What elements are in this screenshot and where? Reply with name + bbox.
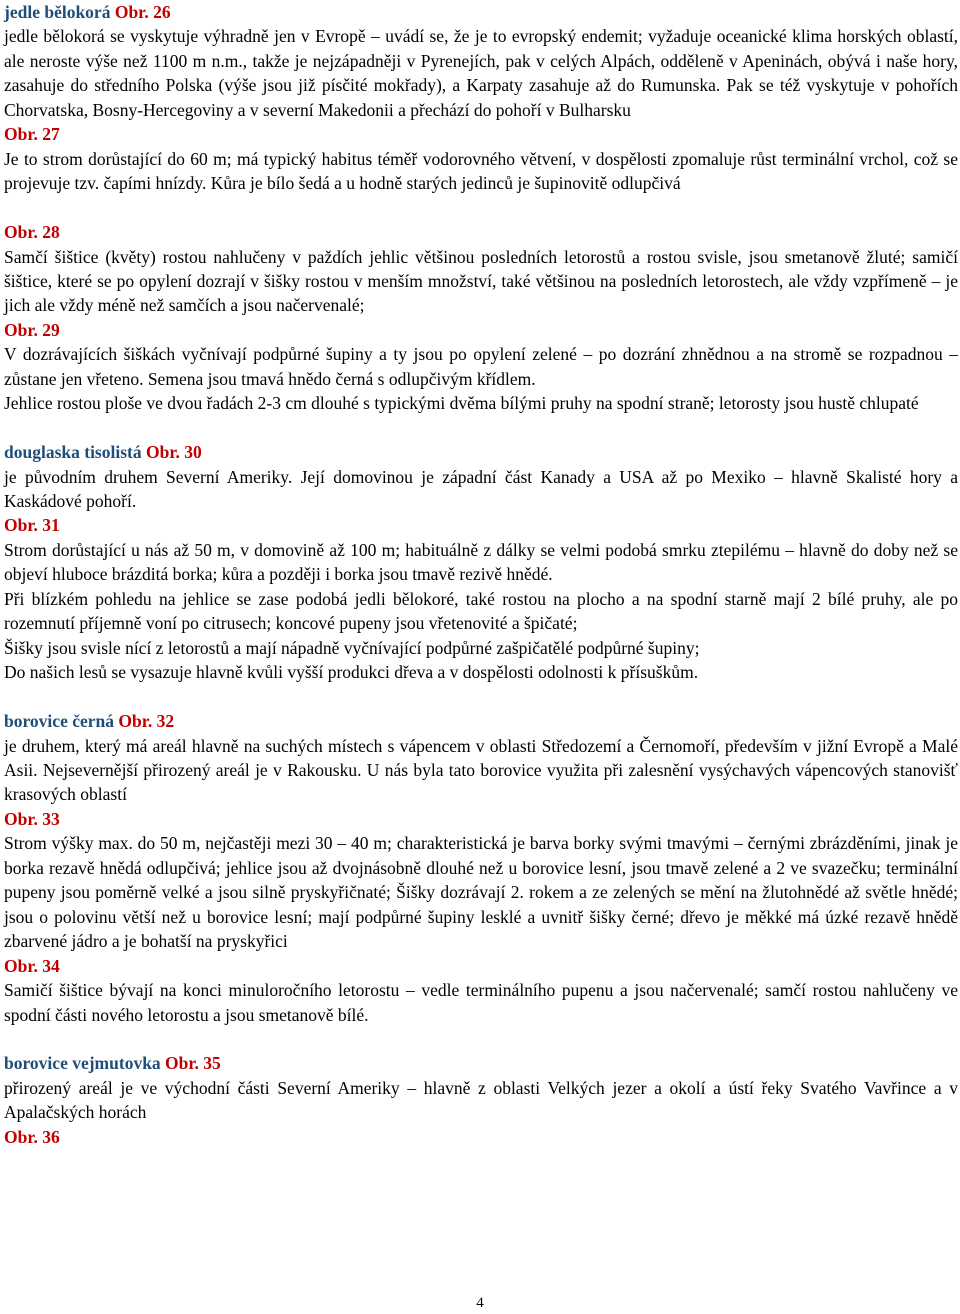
spacer bbox=[4, 416, 958, 440]
paragraph: je druhem, který má areál hlavně na suchých místech s vápencem v oblasti Středozemí a Černomoří, především v jižní Evropě a Malé Asii. Nejsevernější přirozený areál je v Rakousku. U nás byla tato borovice využita při zalesnění vysýchavých vápencových stanovišť krasových oblastí bbox=[4, 735, 958, 805]
figure-label: Obr. 32 bbox=[118, 711, 175, 732]
spacer bbox=[4, 685, 958, 709]
paragraph: Je to strom dorůstající do 60 m; má typický habitus téměř vodorovného větvení, v dospělosti zpomaluje růst terminální vrchol, což se projevuje tzv. čapími hnízdy. Kůra je bílo šedá a u hodně starých jedinců je šupinovitě odlupčivá bbox=[4, 148, 958, 194]
species-name: borovice černá bbox=[4, 711, 114, 732]
paragraph: Při blízkém pohledu na jehlice se zase podobá jedli bělokoré, také rostou na plocho a na spodní starně mají 2 bílé pruhy, ale po rozemnutí příjemně voní po citrusech; koncové pupeny jsou vřetenovité a špičaté; bbox=[4, 588, 958, 634]
section-heading bbox=[4, 0, 958, 24]
paragraph: Samičí šištice bývají na konci minuloročního letorostu – vedle terminálního pupenu a jsou načervenalé; samčí rostou nahlučeny ve spodní části nového letorostu a jsou smetanově bílé. bbox=[4, 980, 958, 1025]
spacer bbox=[4, 1027, 958, 1051]
figure-label: Obr. 34 bbox=[4, 955, 60, 976]
figure-label: Obr. 28 bbox=[4, 222, 60, 243]
paragraph: Strom výšky max. do 50 m, nejčastěji mezi 30 – 40 m; charakteristická je barva borky svými tmavými – černými zbrázděními, jinak je borka rezavě hnědá odlupčivá; jehlice jsou až dvojnásobně dlouhé než u borovice lesní, jsou tmavě zelené a 2 ve svazečku; terminální pupeny jsou poměrně velké a jsou silně pryskyřičnaté; Šišky dozrávají 2. rokem a ze zelených se mění na žlutohnědé až světle hnědé; jsou o polovinu větší než u borovice lesní; mají podpůrné šupiny lesklé a uvnitř šišky černé; dřevo je měkké má úzké rezavě hnědě zbarvené jádro a je bohatší na pryskyřici bbox=[4, 833, 958, 952]
paragraph: je původním druhem Severní Ameriky. Její domovinou je západní část Kanady a USA až po Mexiko – hlavně Skalisté hory a Kaskádové pohoří. bbox=[4, 466, 958, 512]
figure-label: Obr. 33 bbox=[4, 808, 60, 829]
section-heading bbox=[4, 1051, 958, 1075]
figure-label: Obr. 27 bbox=[4, 124, 60, 145]
section-heading bbox=[4, 709, 958, 733]
figure-label: Obr. 35 bbox=[165, 1053, 221, 1074]
paragraph: přirozený areál je ve východní části Severní Ameriky – hlavně z oblasti Velkých jezer a okolí a ústí řeky Svatého Vavřince a v Apalačských horách bbox=[4, 1077, 958, 1123]
figure-label: Obr. 30 bbox=[145, 442, 202, 463]
document-page bbox=[4, 0, 958, 1149]
section-borovice-vejmutovka bbox=[4, 1051, 958, 1149]
species-name: borovice vejmutovka bbox=[4, 1053, 161, 1074]
figure-label: Obr. 31 bbox=[4, 515, 60, 536]
species-name: douglaska tisolistá bbox=[4, 442, 142, 463]
figure-label: Obr. 26 bbox=[114, 2, 171, 22]
section-douglaska-tisolista bbox=[4, 440, 958, 685]
figure-label: Obr. 29 bbox=[4, 319, 60, 340]
paragraph: Jehlice rostou ploše ve dvou řadách 2-3 cm dlouhé s typickými dvěma bílými pruhy na spodní straně; letorosty jsou hustě chlupaté bbox=[4, 393, 919, 414]
section-borovice-cerna bbox=[4, 709, 958, 1027]
paragraph: V dozrávajících šiškách vyčnívají podpůrné šupiny a ty jsou po opylení zelené – po dozrání zhnědnou a na stromě se rozpadnou – zůstane jen vřeteno. Semena jsou tmavá hnědo černá s odlupčivým křídlem. bbox=[4, 344, 958, 389]
species-name: jedle bělokorá bbox=[4, 2, 111, 22]
paragraph: jedle bělokorá se vyskytuje výhradně jen v Evropě – uvádí se, že je to evropský endemit; vyžaduje oceanické klima horských oblastí, ale neroste výše než 1100 m n.m., takže je nejzápadněji v Pyrenejích, pak v celých Alpách, odděleně v Apeninách, obývá i naše hory, zasahuje do středního Polska (výše jsou již písčité mokřady), a Karpaty zasahuje až do Rumunska. Pak se též vyskytuje v pohořích Chorvatska, Bosny-Hercegoviny a v severní Makedonii a přechází do pohoří v Bulharsku bbox=[4, 26, 958, 120]
page-number: 4 bbox=[476, 1295, 484, 1311]
paragraph: Samčí šištice (květy) rostou nahlučeny v paždích jehlic většinou posledních letorostů a rostou svisle, jsou smetanově žluté; samičí šištice, které se po opylení dozrají v šišky rostou v menším množství, také většinou na posledních letorostech, ale vždy vzpřímeně – je jich ale vždy méně než samčích a jsou načervenalé; bbox=[4, 246, 958, 316]
paragraph: Strom dorůstající u nás až 50 m, v domovině až 100 m; habituálně z dálky se velmi podobá smrku ztepilému – hlavně do doby než se objeví hluboce brázditá borka; kůra a později i borka jsou tmavě rezivě hnědé. bbox=[4, 539, 958, 585]
section-heading bbox=[4, 440, 958, 464]
section-jedle-belokora bbox=[4, 0, 958, 416]
figure-label: Obr. 36 bbox=[4, 1126, 60, 1147]
paragraph: Šišky jsou svisle nící z letorostů a mají nápadně vyčnívající podpůrné zašpičatělé podpůrné šupiny; bbox=[4, 637, 700, 658]
paragraph: Do našich lesů se vysazuje hlavně kvůli vyšší produkci dřeva a v dospělosti odolnosti k přísuškům. bbox=[4, 662, 699, 683]
spacer bbox=[4, 196, 958, 220]
